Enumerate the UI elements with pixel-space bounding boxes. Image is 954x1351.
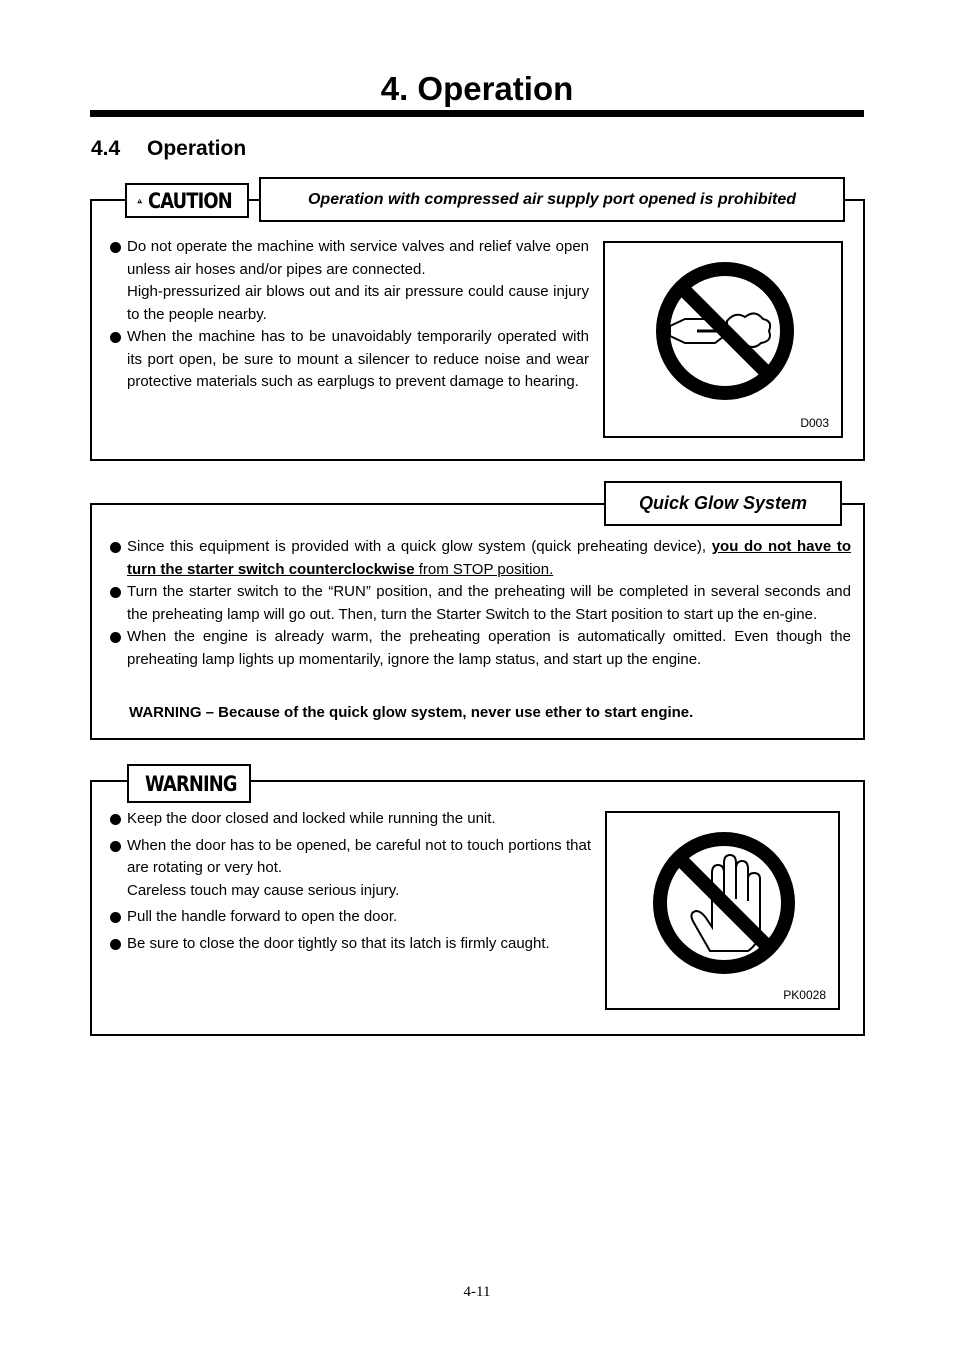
caution-figure [603, 241, 843, 438]
warning-badge-label: WARNING [145, 771, 237, 796]
list-item-text: Keep the door closed and locked while running the unit. [127, 810, 496, 827]
caution-triangle-icon [137, 190, 142, 212]
caution-badge-label: CAUTION [148, 188, 233, 213]
caution-title-tab [259, 177, 845, 222]
list-item [110, 236, 589, 326]
section-heading [91, 137, 246, 161]
list-item: Since this equipment is provided with a quick glow system (quick preheating device), you do not have to turn the starter switch counterclockwise from STOP position. [110, 536, 851, 581]
list-item-text: Pull the handle forward to open the door. [127, 908, 398, 925]
list-item-text: High-pressurized air blows out and its air pressure could cause injury to the people nearby. [127, 283, 589, 323]
list-item [110, 933, 591, 956]
list-item-text: When the machine has to be unavoidably temporarily operated with its port open, be sure to mount a silencer to reduce noise and wear protective materials such as earplugs to prevent damage to hearing. [127, 328, 589, 390]
quick-glow-title-tab [604, 481, 842, 526]
list-item [110, 326, 589, 394]
list-item [110, 808, 591, 831]
ether-warning-note: WARNING – Because of the quick glow system, never use ether to start engine. [129, 704, 694, 721]
caution-title: Operation with compressed air supply port opened is prohibited [307, 190, 797, 208]
page-number: 4-11 [463, 1284, 491, 1300]
do-not-touch-hand-icon [607, 813, 838, 1008]
figure-code-d003: D003 [800, 416, 829, 430]
title-divider [90, 110, 864, 117]
list-item: Turn the starter switch to the “RUN” position, and the preheating will be completed in several seconds and the preheating lamp will go out. Then, turn the Starter Switch to the Start position to start up the en-gine. [110, 581, 851, 626]
section-title: Operation [147, 137, 247, 160]
list-item: When the engine is already warm, the preheating operation is automatically omitted. Even though the preheating lamp lights up momentarily, ignore the lamp status, and start up the engine. [110, 626, 851, 671]
list-item-text: Do not operate the machine with service valves and relief valve open unless air hoses and/or pipes are connected. [127, 238, 589, 278]
warning-bullet-list [110, 808, 591, 955]
figure-code-pk0028: PK0028 [783, 988, 826, 1002]
warning-figure [605, 811, 840, 1010]
no-compressed-air-icon [605, 243, 841, 436]
quick-glow-bullet-list [110, 536, 851, 671]
section-number: 4.4 [91, 137, 121, 160]
page-title: 4. Operation [380, 70, 574, 107]
warning-badge [127, 764, 251, 803]
list-item [110, 835, 591, 903]
quick-glow-title: Quick Glow System [638, 493, 808, 513]
caution-badge [125, 183, 249, 218]
list-item-text: Be sure to close the door tightly so that its latch is firmly caught. [127, 934, 550, 952]
caution-bullet-list [110, 236, 589, 394]
list-item [110, 906, 591, 929]
list-item-text: When the door has to be opened, be careful not to touch portions that are rotating or very hot. [127, 836, 591, 876]
list-item-text: Careless touch may cause serious injury. [127, 881, 400, 899]
